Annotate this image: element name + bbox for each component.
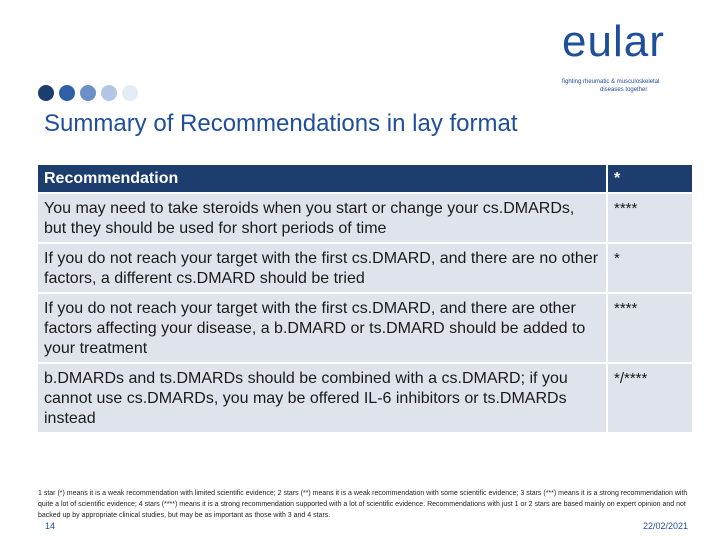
header-recommendation: Recommendation — [38, 165, 606, 194]
table-row — [38, 194, 692, 244]
logo-tagline-line2: diseases together — [600, 87, 648, 93]
recommendation-text: If you do not reach your target with the first cs.DMARD, and there are no other factors, a different cs.DMARD should be tried — [38, 244, 606, 294]
page-number: 14 — [45, 521, 56, 531]
slide-date: 22/02/2021 — [642, 521, 688, 531]
star-rating: **** — [606, 194, 692, 244]
recommendation-text: You may need to take steroids when you start or change your cs.DMARDs, but they should be used for short periods of time — [38, 194, 606, 244]
footnote: 1 star (*) means it is a weak recommendation with limited scientific evidence; 2 stars (**) means it is a weak recommendation with some scientific evidence; 3 stars (***) means it is a strong recommendation with quite a lot of scientific evidence; 4 stars (****) means it is a strong recommendation supported with a lot of scientific evidence. Recommendations with just 1 or 2 stars are based mainly on expert opinion and not backed up by appropriate clinical studies, but may be as important as those with 3 and 4 stars. — [38, 490, 688, 519]
table-row — [38, 364, 692, 434]
header-stars: * — [606, 165, 692, 194]
star-rating: * — [606, 244, 692, 294]
star-rating: **** — [606, 294, 692, 364]
logo-tagline-line1: fighting rheumatic & musculoskeletal — [562, 79, 660, 85]
decorative-dot — [59, 85, 75, 101]
decorative-dot — [80, 85, 96, 101]
star-rating: */**** — [606, 364, 692, 434]
slide-title: Summary of Recommendations in lay format — [44, 110, 518, 137]
decorative-dot — [122, 85, 138, 101]
decorative-dot — [101, 85, 117, 101]
table-header-row — [38, 165, 692, 194]
table-row — [38, 294, 692, 364]
recommendation-text: b.DMARDs and ts.DMARDs should be combined with a cs.DMARD; if you cannot use cs.DMARDs, you may be offered IL-6 inhibitors or ts.DMARDs instead — [38, 364, 606, 434]
logo-wordmark: eular — [562, 17, 665, 66]
recommendation-text: If you do not reach your target with the first cs.DMARD, and there are other factors affecting your disease, a b.DMARD or ts.DMARD should be added to your treatment — [38, 294, 606, 364]
recommendations-table — [38, 165, 692, 434]
decorative-dots — [38, 85, 138, 101]
eular-logo — [562, 17, 702, 94]
decorative-dot — [38, 85, 54, 101]
logo-tagline — [562, 78, 702, 94]
table-row — [38, 244, 692, 294]
